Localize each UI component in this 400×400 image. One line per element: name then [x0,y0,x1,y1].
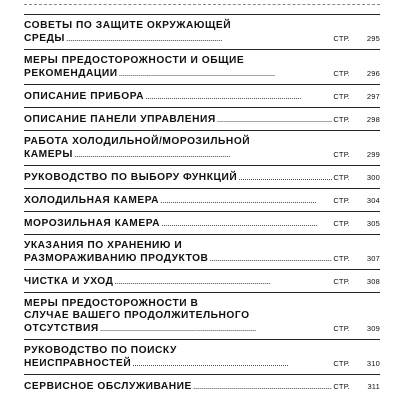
toc-entry-line [24,136,380,148]
toc-entry-title: МОРОЗИЛЬНАЯ КАМЕРА [24,218,161,229]
dot-leader [114,275,332,288]
dot-leader [217,113,333,126]
page-prefix: СТР. [333,254,350,263]
toc-entry-last-line [24,357,380,370]
dot-leader [209,252,332,265]
toc-entry-last-line [24,380,380,393]
toc-entry-title: РАЗМОРАЖИВАНИЮ ПРОДУКТОВ [24,253,209,264]
toc-entry-title: ОТСУТСТВИЯ [24,323,99,334]
dot-leader [160,194,332,207]
page-number: 309 [366,324,380,333]
page-prefix: СТР. [333,34,350,43]
toc-entry-title: РАБОТА ХОЛОДИЛЬНОЙ/МОРОЗИЛЬНОЙ [24,136,251,147]
page-number: 307 [366,254,380,263]
page-number: 304 [366,196,380,205]
page-number: 308 [366,277,380,286]
dot-leader [161,217,332,230]
toc-entry-title: ОПИСАНИЕ ПРИБОРА [24,91,145,102]
toc-entry[interactable] [24,107,380,130]
toc-entry-title: ХОЛОДИЛЬНАЯ КАМЕРА [24,195,160,206]
toc-entry[interactable] [24,292,380,339]
dot-leader [100,322,333,335]
toc-entry-line [24,345,380,357]
toc-entry[interactable] [24,49,380,84]
toc-entry-title: МЕРЫ ПРЕДОСТОРОЖНОСТИ И ОБЩИЕ [24,55,245,66]
dot-leader [66,32,332,45]
toc-entry-title: СЕРВИСНОЕ ОБСЛУЖИВАНИЕ [24,381,192,392]
page-prefix: СТР. [333,69,350,78]
dot-leader [193,380,332,393]
page-prefix: СТР. [333,196,350,205]
page-number: 295 [366,34,380,43]
table-of-contents [24,14,380,397]
toc-entry-line [24,20,380,32]
page-prefix: СТР. [333,115,350,124]
toc-entry[interactable] [24,130,380,165]
toc-entry-last-line [24,252,380,265]
toc-entry[interactable] [24,84,380,107]
page-prefix: СТР. [333,173,350,182]
dot-leader [119,67,333,80]
page-prefix: СТР. [333,359,350,368]
toc-entry-last-line [24,194,380,207]
toc-entry[interactable] [24,269,380,292]
toc-entry-line [24,240,380,252]
page-prefix: СТР. [333,150,350,159]
top-divider [24,4,380,5]
toc-entry-title: РУКОВОДСТВО ПО ПОИСКУ [24,345,177,356]
toc-entry-title: НЕИСПРАВНОСТЕЙ [24,358,132,369]
toc-entry-title: СЛУЧАЕ ВАШЕГО ПРОДОЛЖИТЕЛЬНОГО [24,310,250,321]
page-number: 298 [366,115,380,124]
toc-entry-last-line [24,32,380,45]
page-number: 296 [366,69,380,78]
toc-entry[interactable] [24,165,380,188]
toc-entry[interactable] [24,374,380,397]
toc-entry-last-line [24,113,380,126]
toc-entry-title: РЕКОМЕНДАЦИИ [24,68,118,79]
toc-entry-last-line [24,171,380,184]
page-prefix: СТР. [333,277,350,286]
page-number: 311 [367,382,380,391]
page-prefix: СТР. [333,324,350,333]
toc-entry-title: РУКОВОДСТВО ПО ВЫБОРУ ФУНКЦИЙ [24,172,238,183]
page-number: 305 [366,219,380,228]
toc-entry-last-line [24,275,380,288]
page-prefix: СТР. [333,219,350,228]
dot-leader [74,148,332,161]
toc-entry-title: СОВЕТЫ ПО ЗАЩИТЕ ОКРУЖАЮЩЕЙ [24,20,232,31]
toc-entry[interactable] [24,234,380,269]
toc-entry-title: СРЕДЫ [24,33,65,44]
toc-entry[interactable] [24,14,380,49]
dot-leader [132,357,332,370]
page-number: 300 [366,173,380,182]
toc-entry[interactable] [24,188,380,211]
page-number: 297 [366,92,380,101]
toc-entry-title: МЕРЫ ПРЕДОСТОРОЖНОСТИ В [24,298,199,309]
toc-entry-last-line [24,217,380,230]
toc-entry-last-line [24,148,380,161]
toc-entry-line [24,55,380,67]
dot-leader [238,171,332,184]
toc-entry-title: ЧИСТКА И УХОД [24,276,114,287]
toc-entry-line [24,298,380,310]
page-prefix: СТР. [333,382,350,391]
toc-entry[interactable] [24,339,380,374]
dot-leader [145,90,332,103]
toc-entry-title: ОПИСАНИЕ ПАНЕЛИ УПРАВЛЕНИЯ [24,114,216,125]
toc-entry-title: УКАЗАНИЯ ПО ХРАНЕНИЮ И [24,240,183,251]
page-number: 310 [366,359,380,368]
page-number: 299 [366,150,380,159]
toc-entry-last-line [24,67,380,80]
page-prefix: СТР. [333,92,350,101]
toc-entry-title: КАМЕРЫ [24,149,73,160]
toc-entry-last-line [24,90,380,103]
toc-entry[interactable] [24,211,380,234]
toc-entry-line [24,310,380,322]
toc-entry-last-line [24,322,380,335]
